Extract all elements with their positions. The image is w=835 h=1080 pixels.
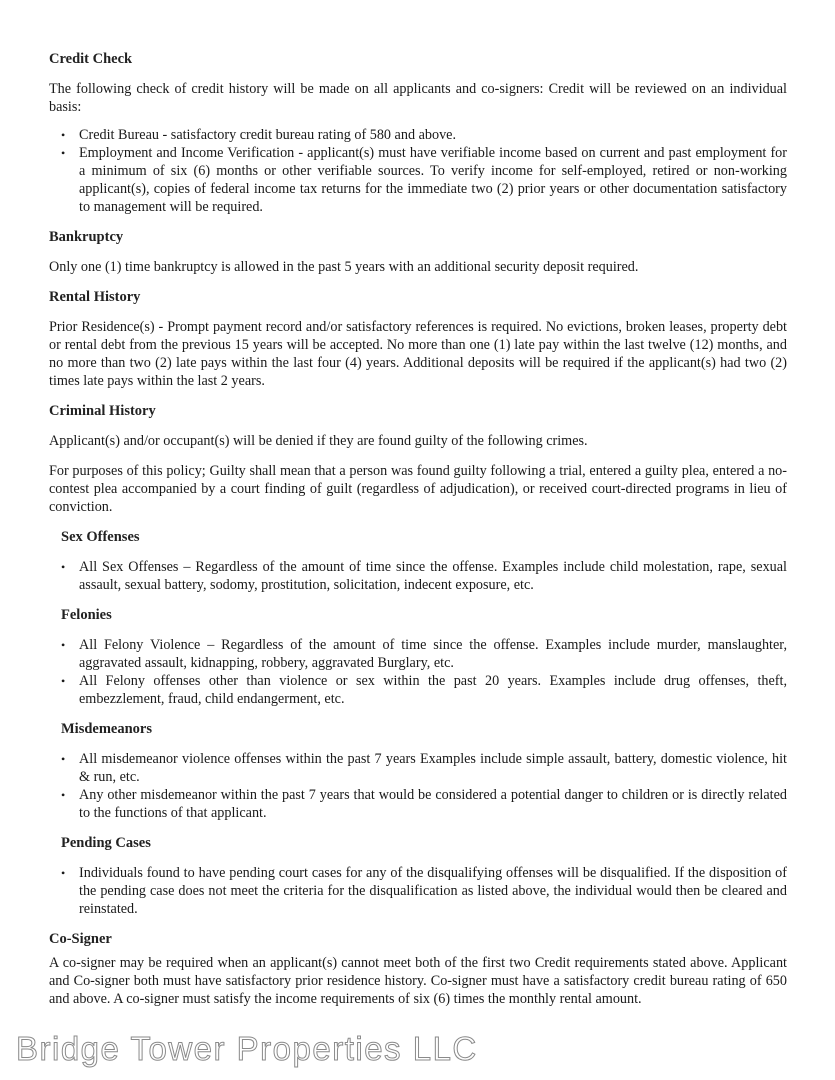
guilty-definition-text: For purposes of this policy; Guilty shall mean that a person was found guilty following a trial, entered a guilty plea, entered a no-contest plea accompanied by a court finding of guilt (regardless of adjudication), or received court-directed programs in lieu of conviction. (49, 463, 787, 515)
credit-check-intro: The following check of credit history will be made on all applicants and co-signers: Credit will be reviewed on an individual basis: (49, 81, 787, 115)
bankruptcy-text: Only one (1) time bankruptcy is allowed in the past 5 years with an additional security deposit required. (49, 259, 639, 275)
criminal-history-heading: Criminal History (49, 403, 156, 419)
credit-check-list (49, 126, 787, 216)
watermark: Bridge Tower Properties LLC (16, 1030, 478, 1067)
criminal-history-text: Applicant(s) and/or occupant(s) will be denied if they are found guilty of the following crimes. (49, 433, 588, 449)
misdemeanors-list (49, 750, 787, 822)
rental-history-heading: Rental History (49, 289, 141, 305)
pending-cases-list (49, 864, 787, 918)
list-item: • Any other misdemeanor within the past 7 years that would be considered a potential danger to children or is directly related to the functions of that applicant. (49, 786, 787, 822)
pending-cases-heading: Pending Cases (61, 835, 151, 851)
list-item: • All Felony Violence – Regardless of the amount of time since the offense. Examples include murder, manslaughter, aggravated assault, kidnapping, robbery, aggravated Burglary, etc. (49, 636, 787, 672)
bankruptcy-heading: Bankruptcy (49, 229, 124, 245)
list-item: • Employment and Income Verification - applicant(s) must have verifiable income based on current and past employment for a minimum of six (6) months or other verifiable sources. To verify income for self-employed, retired or non-working applicant(s), copies of federal income tax returns for the immediate two (2) prior years or other documentation satisfactory to management will be required. (49, 144, 787, 216)
co-signer-text: A co-signer may be required when an applicant(s) cannot meet both of the first two Credit requirements stated above. Applicant and Co-signer both must have satisfactory prior residence history. Co-signer must have a satisfactory credit bureau rating of 650 and above. A co-signer must satisfy the income requirements of six (6) times the monthly rental amount. (49, 955, 787, 1007)
list-item: • Individuals found to have pending court cases for any of the disqualifying offenses will be disqualified. If the disposition of the pending case does not meet the criteria for the disqualification as listed above, the individual would then be cleared and reinstated. (49, 864, 787, 918)
felonies-heading: Felonies (61, 607, 112, 623)
list-item: • All misdemeanor violence offenses within the past 7 years Examples include simple assault, battery, domestic violence, hit & run, etc. (49, 750, 787, 786)
policy-document (49, 50, 787, 1008)
misdemeanors-heading: Misdemeanors (61, 721, 153, 737)
rental-history-text: Prior Residence(s) - Prompt payment record and/or satisfactory references is required. No evictions, broken leases, property debt or rental debt from the previous 15 years will be accepted. No more than one (1) late pay within the last twelve (12) months, and no more than two (2) late pays within the last four (4) years. Additional deposits will be required if the applicant(s) had two (2) times late pays within the last 2 years. (49, 319, 787, 389)
credit-check-heading: Credit Check (49, 51, 133, 67)
felonies-list (49, 636, 787, 708)
sex-offenses-list (49, 558, 787, 594)
co-signer-heading: Co-Signer (49, 931, 112, 947)
list-item: • Credit Bureau - satisfactory credit bureau rating of 580 and above. (49, 126, 787, 144)
sex-offenses-heading: Sex Offenses (61, 529, 140, 545)
list-item: • All Sex Offenses – Regardless of the amount of time since the offense. Examples include child molestation, rape, sexual assault, sexual battery, sodomy, prostitution, solicitation, indecent exposure, etc. (49, 558, 787, 594)
list-item: • All Felony offenses other than violence or sex within the past 20 years. Examples include drug offenses, theft, embezzlement, fraud, child endangerment, etc. (49, 672, 787, 708)
